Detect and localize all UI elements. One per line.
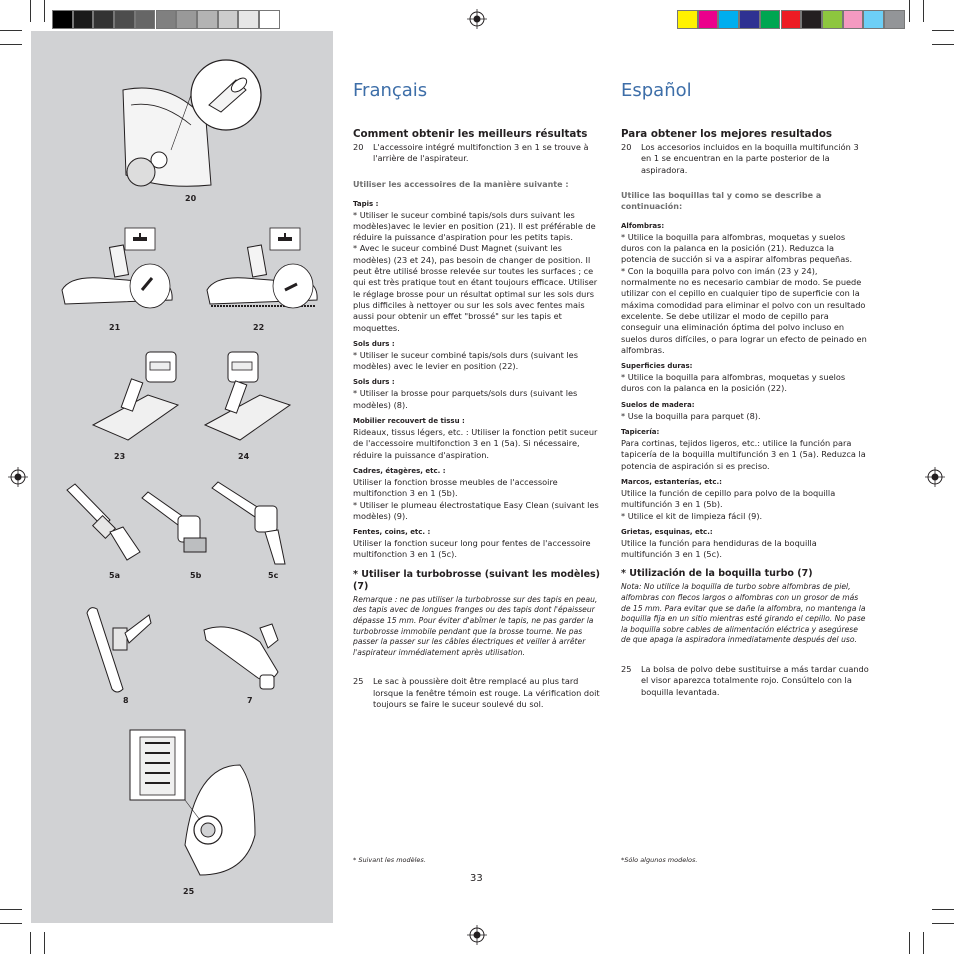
french-turbo-note: Remarque : ne pas utiliser la turbobrosse sur des tapis en peau, des tapis avec de longues franges ou des tapis dont l'épaisseur dépasse 15 mm. Pour éviter d'abîmer le tapis, ne pas garder la turbobrosse immobile pendant que la brosse tourne. Ne pas passer la passer sur les câbles électriques et veiller à arrêter l'aspirateur immédiatement après utilisation.	[353, 594, 598, 657]
section-text: Utilice la función de cepillo para polvo de la boquilla multifunción 3 en 1 (5b). * Utilice el kit de limpieza fácil (9).	[621, 487, 836, 521]
item-number: 20	[621, 142, 632, 152]
item-text: Los accesorios incluidos en la boquilla multifunción 3 en 1 se encuentran en la parte posterior de la aspiradora.	[641, 142, 859, 175]
color-swatch	[801, 10, 822, 29]
figure-label-20: 20	[185, 194, 197, 203]
spanish-heading: Para obtener los mejores resultados	[621, 128, 833, 140]
spanish-title: Español	[621, 80, 692, 101]
section-text: * Utiliser le suceur combiné tapis/sols durs (suivant les modèles) avec le levier en position (22).	[353, 349, 578, 372]
spanish-turbo-heading: * Utilización de la boquilla turbo (7)	[621, 568, 813, 580]
registration-mark-left	[8, 467, 28, 487]
item-number: 20	[353, 142, 364, 152]
color-swatch	[156, 10, 177, 29]
registration-mark-bottom	[467, 925, 487, 945]
figure-7-turbo-brush	[200, 620, 300, 695]
spanish-item-20	[621, 142, 869, 176]
figure-21-nozzle-carpet	[60, 228, 180, 318]
color-swatch	[135, 10, 156, 29]
color-swatch	[73, 10, 94, 29]
color-swatch	[863, 10, 884, 29]
color-swatch	[698, 10, 719, 29]
figure-label-25: 25	[183, 887, 195, 896]
figure-label-24: 24	[238, 452, 250, 461]
french-subheading: Utiliser les accessoires de la manière suivante :	[353, 179, 569, 189]
color-swatch	[93, 10, 114, 29]
figure-25-dust-indicator	[125, 725, 265, 885]
color-swatch	[218, 10, 239, 29]
color-swatch	[884, 10, 905, 29]
color-swatch	[259, 10, 280, 29]
french-heading: Comment obtenir les meilleurs résultats	[353, 128, 588, 140]
figure-24-dust-magnet-nozzle	[200, 350, 300, 445]
color-swatch	[238, 10, 259, 29]
spanish-subheading: Utilice las boquillas tal y como se describe a continuación:	[621, 190, 822, 211]
french-title: Français	[353, 80, 428, 101]
section-text: Para cortinas, tejidos ligeros, etc.: utilice la función para tapicería de la boquilla multifunción 3 en 1 (5a). Reduzca la potencia de aspiración si es preciso.	[621, 438, 866, 471]
section-heading: Fentes, coins, etc. :	[353, 528, 431, 537]
figure-label-5c: 5c	[268, 571, 279, 580]
figure-23-dust-magnet-nozzle	[88, 350, 188, 445]
color-swatch	[197, 10, 218, 29]
item-number: 25	[621, 663, 632, 674]
item-text: Le sac à poussière doit être remplacé au plus tard lorsque la fenêtre témoin est rouge. La vérification doit toujours se faire le suceur soulevé du sol.	[373, 676, 600, 709]
section-text: * Utilice la boquilla para alfombras, moquetas y suelos duros con la palanca en la posición (22).	[621, 372, 846, 394]
section-text: * Utilice la boquilla para alfombras, moquetas y suelos duros con la palanca en la posición (21). Reduzca la potencia de succión si va a aspirar alfombras pequeñas. * Con la boquilla para polvo con imán (23 y 24), normalmente no es necesario cambiar de modo. Se puede utilizar con el cepillo en cualquier tipo de superficie con la máxima comodidad para eliminar el polvo con un resultado excelente. Se debe utilizar el modo de cepillo para conseguir una eliminación óptima del polvo incluso en suelos duros difíciles, o para lograr un efecto de peinado en alfombras.	[621, 231, 867, 355]
french-column	[353, 80, 601, 710]
spanish-item-25	[621, 664, 869, 698]
figure-label-22: 22	[253, 323, 265, 332]
section-text: Utiliser la fonction brosse meubles de l'accessoire multifonction 3 en 1 (5b). * Utiliser le plumeau électrostatique Easy Clean (suivant les modèles) (9).	[353, 476, 599, 521]
figure-label-5b: 5b	[190, 571, 202, 580]
spanish-footnote: *Sólo algunos modelos.	[621, 856, 698, 864]
color-swatch	[822, 10, 843, 29]
section-heading: Grietas, esquinas, etc.:	[621, 527, 713, 536]
section-heading: Tapicería:	[621, 428, 660, 437]
french-item-20	[353, 142, 601, 165]
section-text: * Utiliser la brosse pour parquets/sols durs (suivant les modèles) (8).	[353, 388, 578, 410]
color-swatch	[718, 10, 739, 29]
figure-label-23: 23	[114, 452, 126, 461]
section-text: * Use la boquilla para parquet (8).	[621, 410, 761, 421]
registration-mark-top	[467, 9, 487, 29]
section-heading: Marcos, estanterías, etc.:	[621, 477, 722, 486]
registration-mark-right	[925, 467, 945, 487]
color-swatch	[52, 10, 73, 29]
color-swatch	[114, 10, 135, 29]
section-heading: Suelos de madera:	[621, 400, 695, 409]
figure-label-5a: 5a	[109, 571, 120, 580]
figure-20-vacuum-rear	[31, 50, 331, 200]
section-heading: Sols durs :	[353, 378, 395, 387]
item-text: L'accessoire intégré multifonction 3 en 1 se trouve à l'arrière de l'aspirateur.	[373, 142, 589, 164]
figure-5b-dusting-brush	[140, 490, 220, 565]
figure-label-7: 7	[247, 696, 253, 705]
item-number: 25	[353, 676, 364, 687]
figure-22-nozzle-hardfloor	[205, 228, 325, 318]
page-number: 33	[470, 873, 483, 884]
color-swatch	[176, 10, 197, 29]
color-swatch	[739, 10, 760, 29]
figure-label-21: 21	[109, 323, 121, 332]
section-text: Utilice la función para hendiduras de la boquilla multifunción 3 en 1 (5c).	[621, 537, 817, 560]
section-heading: Cadres, étagères, etc. :	[353, 466, 446, 475]
section-heading: Superficies duras:	[621, 362, 693, 371]
figure-label-8: 8	[123, 696, 129, 705]
section-heading: Alfombras:	[621, 221, 665, 230]
color-swatch	[677, 10, 698, 29]
color-swatch	[760, 10, 781, 29]
section-heading: Mobilier recouvert de tissu :	[353, 417, 465, 426]
figure-5c-crevice-tool	[210, 482, 300, 567]
french-turbo-heading: * Utiliser la turbobrosse (suivant les modèles) (7)	[353, 568, 601, 592]
spanish-column	[621, 80, 869, 698]
french-footnote: * Suivant les modèles.	[353, 856, 426, 864]
section-text: Utiliser la fonction suceur long pour fentes de l'accessoire multifonction 3 en 1 (5c).	[353, 538, 591, 560]
color-swatch	[843, 10, 864, 29]
section-text: * Utiliser le suceur combiné tapis/sols durs suivant les modèles)avec le levier en position (21). Il est préférable de réduire la puissance d'aspiration pour les petits tapis. * Avec le suceur combiné Dust Magnet (suivant les modèles) (23 et 24), pas besoin de changer de position. Il peut être utilisé brosse relevée sur toutes les surfaces ; ce qui est très pratique tout en étant toujours efficace. Utiliser le réglage brosse pour un résultat optimal sur les sols durs plus difficiles à nettoyer ou sur les sols avec fentes mais aussi pour obtenir un effet "brossé" sur les tapis et moquettes.	[353, 209, 598, 333]
section-text: Rideaux, tissus légers, etc. : Utiliser la fonction petit suceur de l'accessoire multifonction 3 en 1 (5a). Si nécessaire, réduire la puissance d'aspiration.	[353, 427, 598, 460]
section-heading: Sols durs :	[353, 339, 395, 348]
spanish-turbo-note: Nota: No utilice la boquilla de turbo sobre alfombras de piel, alfombras con flecos largos o alfombras con un grosor de más de 15 mm. Para evitar que se dañe la alfombra, no mantenga la boquilla fija en un sitio mientras esté girando el cepillo. No pase la boquilla sobre cables de alimentación eléctrica y asegúrese de que apaga la aspiradora inmediatamente después del uso.	[621, 582, 866, 645]
section-heading: Tapis :	[353, 199, 379, 208]
figure-8-parquet-brush	[85, 603, 155, 693]
color-swatch	[781, 10, 802, 29]
item-text: La bolsa de polvo debe sustituirse a más tardar cuando el visor aparezca totalmente rojo. Consúltelo con la boquilla levantada.	[641, 663, 869, 697]
french-item-25	[353, 676, 601, 710]
